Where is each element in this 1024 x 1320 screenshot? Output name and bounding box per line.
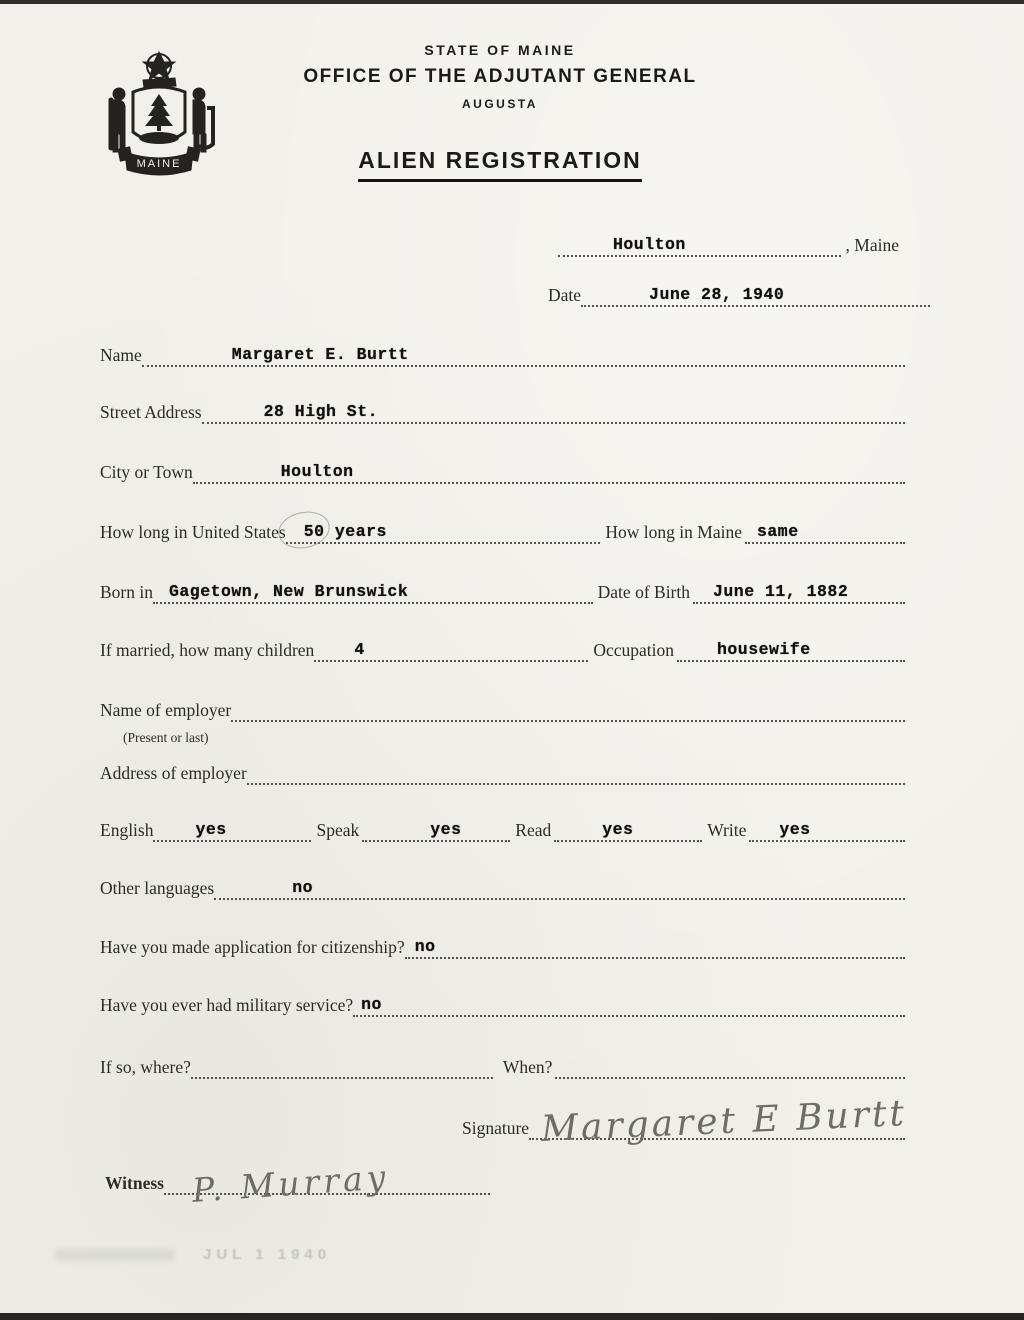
birth-date-field <box>693 580 905 604</box>
witness-field <box>164 1157 490 1210</box>
location-row <box>558 233 902 257</box>
signature-field <box>529 1093 908 1150</box>
occupation-label: Occupation <box>593 640 674 660</box>
signature-row <box>462 1093 908 1150</box>
us-duration-value: 50 years <box>303 522 387 541</box>
maine-state-seal <box>95 48 223 192</box>
witness-row <box>105 1157 490 1210</box>
read-field <box>554 818 702 842</box>
date-value: June 28, 1940 <box>649 285 785 304</box>
where-label: If so, where? <box>100 1057 191 1077</box>
occupation-value: housewife <box>717 640 811 659</box>
english-label: English <box>100 820 154 840</box>
when-field <box>555 1055 905 1079</box>
citizenship-label: Have you made application for citizenship? <box>100 937 405 957</box>
office-line: OFFICE OF THE ADJUTANT GENERAL <box>303 66 697 87</box>
maine-duration-value: same <box>757 522 799 541</box>
form-header <box>240 42 760 182</box>
date-label: Date <box>548 285 582 305</box>
born-in-value: Gagetown, New Brunswick <box>169 582 409 601</box>
employer-address-field <box>247 761 905 785</box>
street-field <box>202 400 905 424</box>
born-in-field <box>153 580 593 604</box>
scan-edge-top <box>0 0 1024 4</box>
born-row <box>100 580 905 604</box>
english-field <box>153 818 311 842</box>
street-label: Street Address <box>100 402 202 422</box>
employer-name-label: Name of employer <box>100 700 232 720</box>
children-label: If married, how many children <box>100 640 315 660</box>
military-row <box>100 993 905 1017</box>
write-field <box>749 818 905 842</box>
received-stamp <box>55 1246 331 1263</box>
witness-label: Witness <box>105 1173 164 1193</box>
date-field <box>581 283 930 307</box>
language-row <box>100 818 905 842</box>
maine-duration-field <box>745 520 905 544</box>
city-field <box>193 460 905 484</box>
other-languages-field <box>214 876 905 900</box>
when-label: When? <box>502 1057 553 1077</box>
location-value: Houlton <box>613 235 686 254</box>
stamp-date-text: JUL 1 1940 <box>203 1246 332 1263</box>
date-row <box>548 283 930 307</box>
speak-label: Speak <box>316 820 360 840</box>
us-duration-field <box>286 520 601 544</box>
speak-field <box>362 818 510 842</box>
duration-row <box>100 520 905 544</box>
read-label: Read <box>515 820 552 840</box>
street-value: 28 High St. <box>263 402 379 421</box>
city-label: City or Town <box>100 462 193 482</box>
signature-handwriting: Margaret E Burtt <box>540 1093 908 1150</box>
english-value: yes <box>195 820 227 839</box>
other-languages-value: no <box>292 878 314 897</box>
born-in-label: Born in <box>100 582 153 602</box>
employer-name-row <box>100 698 905 722</box>
street-row <box>100 400 905 424</box>
children-row <box>100 638 905 662</box>
occupation-field <box>677 638 905 662</box>
employer-name-sublabel: (Present or last) <box>123 730 209 745</box>
employer-address-row <box>100 761 905 785</box>
military-field <box>353 993 905 1017</box>
read-value: yes <box>602 820 634 839</box>
citizenship-field <box>405 935 905 959</box>
maine-duration-label: How long in Maine <box>605 522 742 542</box>
witness-handwriting: P. Murray <box>190 1157 391 1210</box>
employer-address-label: Address of employer <box>100 763 247 783</box>
other-languages-label: Other languages <box>100 878 215 898</box>
scan-edge-bottom <box>0 1313 1024 1320</box>
name-row <box>100 343 905 367</box>
birth-date-label: Date of Birth <box>597 582 690 602</box>
city-row <box>100 460 905 484</box>
military-value: no <box>361 995 382 1014</box>
citizenship-row <box>100 935 905 959</box>
name-field <box>142 343 905 367</box>
speak-value: yes <box>430 820 462 839</box>
employer-name-field <box>231 698 905 722</box>
name-value: Margaret E. Burtt <box>231 345 409 364</box>
location-field <box>558 233 841 257</box>
city-line: AUGUSTA <box>462 97 538 111</box>
form-title: ALIEN REGISTRATION <box>358 147 641 182</box>
location-suffix: , Maine <box>845 235 899 255</box>
where-field <box>191 1055 493 1079</box>
name-label: Name <box>100 345 142 365</box>
citizenship-value: no <box>414 937 436 956</box>
birth-date-value: June 11, 1882 <box>713 582 849 601</box>
faint-stamp-smudge <box>55 1249 175 1261</box>
seal-banner-text: MAINE <box>136 158 182 170</box>
write-label: Write <box>707 820 747 840</box>
military-label: Have you ever had military service? <box>100 995 354 1015</box>
us-duration-label: How long in United States <box>100 522 286 542</box>
children-field <box>314 638 588 662</box>
other-languages-row <box>100 876 905 900</box>
state-line: STATE OF MAINE <box>424 42 576 58</box>
signature-label: Signature <box>462 1118 530 1138</box>
city-value: Houlton <box>280 462 354 481</box>
where-when-row <box>100 1055 905 1079</box>
write-value: yes <box>779 820 811 839</box>
children-value: 4 <box>354 640 365 659</box>
